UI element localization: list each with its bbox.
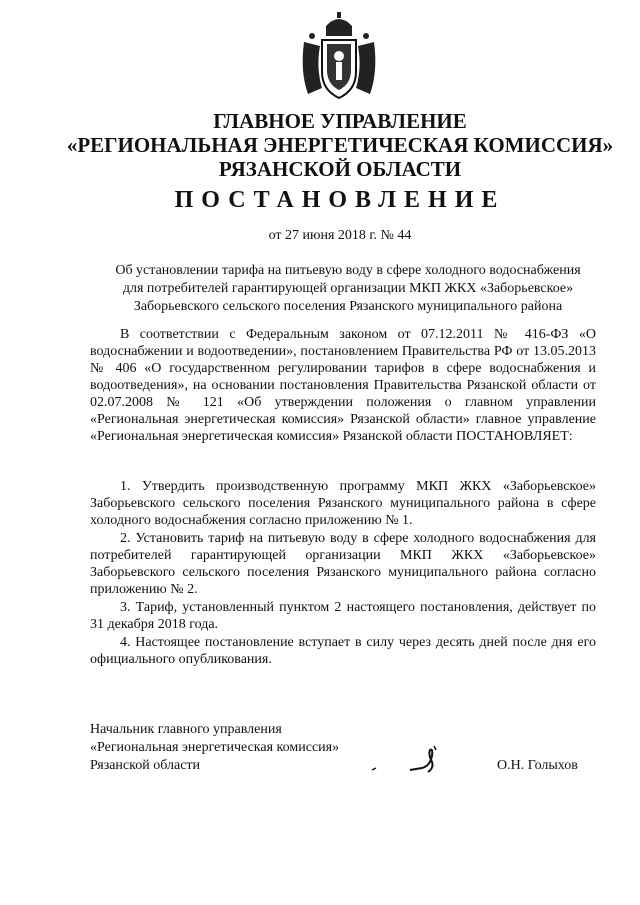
subject-line-1: Об установлении тарифа на питьевую воду в сфере холодного водоснабжения <box>115 263 581 278</box>
signatory-title-line-3: Рязанской области <box>90 758 201 773</box>
header-line-3: РЯЗАНСКОЙ ОБЛАСТИ <box>218 157 462 181</box>
preamble-paragraph: В соответствии с Федеральным законом от 07.12.2011 № 416-ФЗ «О водоснабжении и водоотведении», постановлением Правительства РФ от 13.05.2013 № 406 «О государственном регулировании тарифов в сфере водоснабжения и водоотведения», на основании постановления Правительства Рязанской области от 02.07.2008 № 121 «Об утверждении положения о главном управлении «Региональная энергетическая комиссия» Рязанской области» главное управление «Региональная энергетическая комиссия» Рязанской области ПОСТАНОВЛЯЕТ: <box>90 327 596 444</box>
coat-of-arms-emblem <box>298 12 380 102</box>
subject-line-2: для потребителей гарантирующей организации МКП ЖКХ «Заборьевское» <box>122 281 574 296</box>
header-line-1: ГЛАВНОЕ УПРАВЛЕНИЕ <box>213 109 467 133</box>
item-1-paragraph: 1. Утвердить производственную программу МКП ЖКХ «Заборьевское» Заборьевского сельского поселения Рязанского муниципального района в сфере холодного водоснабжения согласно приложению № 1. <box>90 479 596 528</box>
document-subject <box>88 262 608 316</box>
item-2-paragraph: 2. Установить тариф на питьевую воду в сфере холодного водоснабжения для потребителей гарантирующей организации МКП ЖКХ «Заборьевское» Заборьевского сельского поселения Рязанского муниципального района согласно приложению № 2. <box>90 531 596 597</box>
signatory-title-line-1: Начальник главного управления <box>90 722 282 737</box>
signatory-name: О.Н. Голыхов <box>497 758 578 773</box>
item-3-paragraph: 3. Тариф, установленный пунктом 2 настоящего постановления, действует по 31 декабря 2018 года. <box>90 600 596 632</box>
document-title: ПОСТАНОВЛЕНИЕ <box>174 187 506 213</box>
header-line-2: «РЕГИОНАЛЬНАЯ ЭНЕРГЕТИЧЕСКАЯ КОМИССИЯ» <box>66 133 614 157</box>
signatory-title-line-2: «Региональная энергетическая комиссия» <box>90 740 340 755</box>
item-4-paragraph: 4. Настоящее постановление вступает в силу через десять дней после дня его официального опубликования. <box>90 635 596 667</box>
document-date: от 27 июня 2018 г. № 44 <box>268 228 412 243</box>
subject-line-3: Заборьевского сельского поселения Рязанского муниципального района <box>133 299 563 314</box>
handwritten-signature <box>370 742 450 777</box>
